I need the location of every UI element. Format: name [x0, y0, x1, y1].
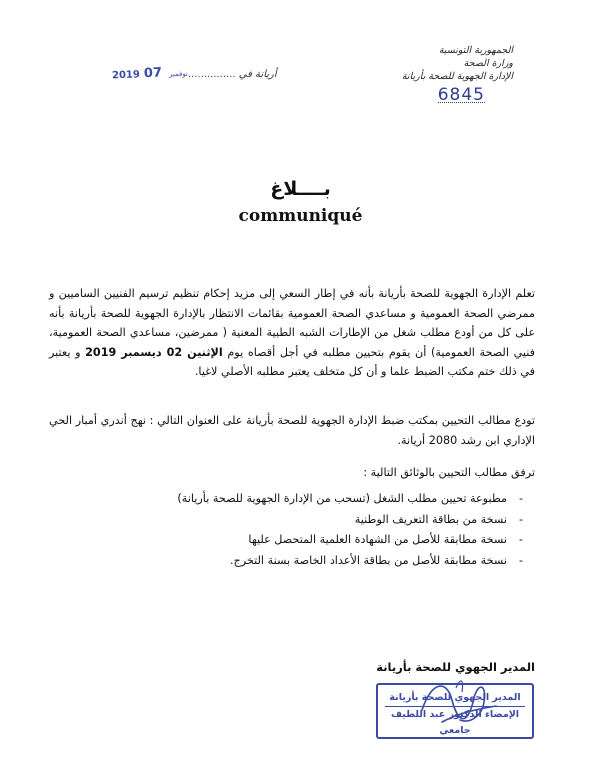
- stamp-line-signatory: الإمضاء الدكتور عبد اللطيف جامعي: [390, 709, 520, 736]
- date-stamp: [112, 65, 188, 83]
- stamp-line-title: المدير الجهوي للصحة بأريانة: [385, 690, 524, 707]
- paragraph-address: تودع مطالب التحيين بمكتب ضبط الإدارة الجهوية للصحة بأريانة على العنوان التالي : نهج أندري أمبار الحي الإداري ابن رشد 2080 أريانة.: [49, 414, 535, 447]
- dateline: [112, 66, 277, 81]
- handwritten-signature: [412, 670, 502, 740]
- list-item: - نسخة مطابقة للأصل من بطاقة الأعداد الخاصة بسنة التخرج.: [67, 551, 507, 572]
- title-arabic: بــــلاغ: [270, 178, 331, 200]
- date-stamp-year: 2019: [111, 69, 141, 82]
- date-stamp-month: نوفمبر: [168, 69, 189, 79]
- list-item: - نسخة من بطاقة التعريف الوطنية: [67, 510, 507, 531]
- list-item: - نسخة مطابقة للأصل من الشهادة العلمية المتحصل عليها: [67, 530, 507, 551]
- signer-title: المدير الجهوي للصحة بأريانة: [376, 660, 535, 674]
- dateline-dots: ...............: [187, 69, 236, 80]
- title-french: communiqué: [238, 206, 363, 226]
- letterhead-republic: الجمهورية التونسية: [438, 45, 513, 56]
- date-stamp-day: 07: [143, 65, 163, 82]
- list-item: - مطبوعة تحيين مطلب الشغل (تسحب من الإدارة الجهوية للصحة بأريانة): [67, 489, 507, 510]
- letterhead: [402, 44, 513, 104]
- paragraph-announcement: [49, 284, 535, 382]
- reference-number: 6845: [437, 85, 485, 105]
- paragraph-documents-intro: ترفق مطالب التحيين بالوثائق التالية :: [363, 466, 535, 479]
- letterhead-directorate: الإدارة الجهوية للصحة بأريانة: [401, 71, 513, 82]
- letterhead-ministry: وزارة الصحة: [463, 58, 513, 69]
- dateline-place: أريانة في: [238, 69, 277, 80]
- documents-list: [67, 489, 525, 571]
- deadline-date: الإثنين 02 ديسمبر 2019: [85, 345, 223, 359]
- paragraph-announcement-part2: و يعتبر في ذلك ختم مكتب الضبط علما و أن كل متخلف يعتبر مطلبه الأصلي لاغيا.: [49, 345, 535, 378]
- paragraph-announcement-part1: تعلم الإدارة الجهوية للصحة بأريانة بأنه في إطار السعي إلى مزيد إحكام تنظيم ترسيم الفنيين الساميين و ممرضي الصحة العمومية و مساعدي الصحة العمومية بقائمات الانتظار بالإدارة الجهوية للصحة بأريانة بأنه على كل من أودع مطلب شغل من الإطارات الشبه الطبية المعنية ( ممرضين، مساعدي الصحة العمومية، فنيي الصحة العمومية) أن يقوم بتحيين مطلبه في أجل أقصاه يوم: [49, 287, 535, 359]
